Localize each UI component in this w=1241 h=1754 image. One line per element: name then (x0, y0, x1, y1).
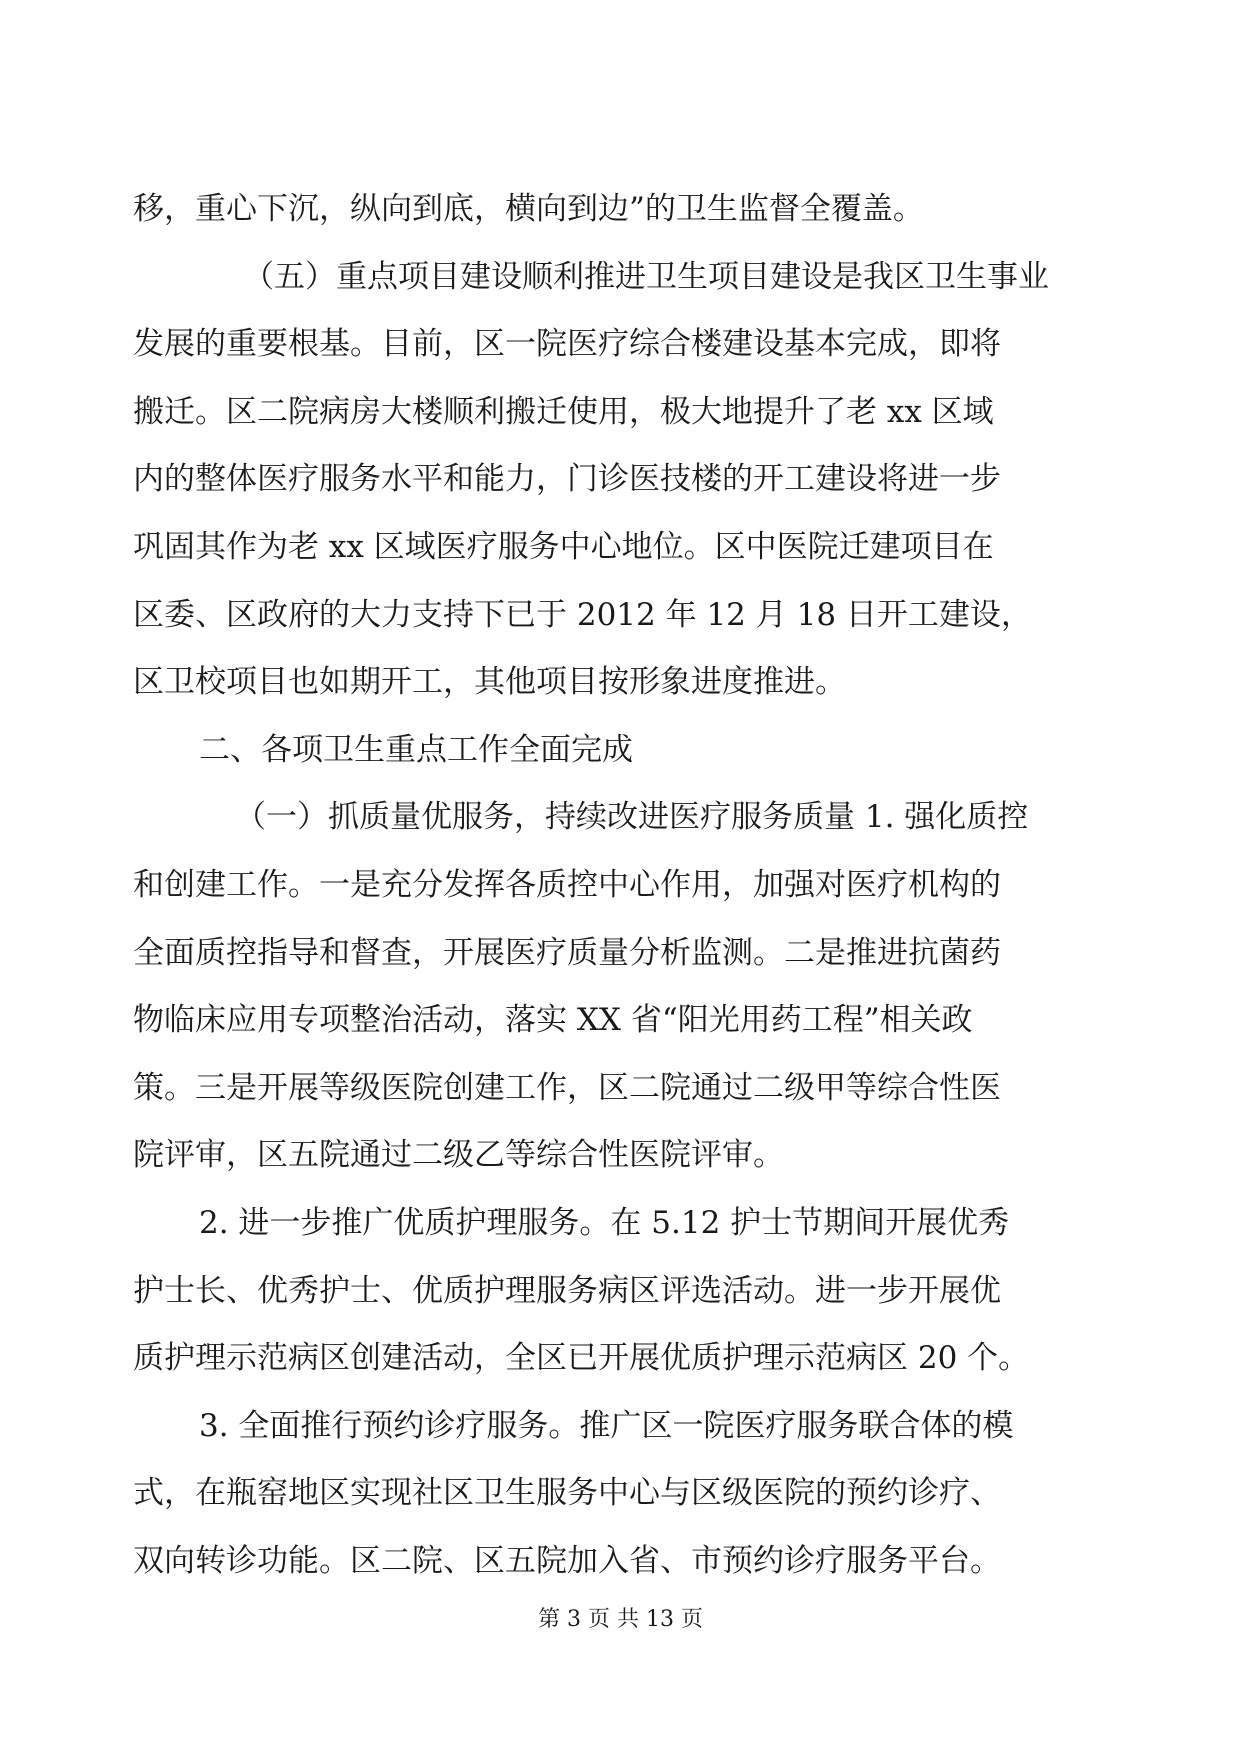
section-heading-line: （五）重点项目建设顺利推进卫生项目建设是我区卫生事业 (243, 258, 1049, 295)
text-line: 全面质控指导和督查，开展医疗质量分析监测。二是推进抗菌药 (133, 934, 1001, 971)
paragraph-start-line: 2. 进一步推广优质护理服务。在 5.12 护士节期间开展优秀 (199, 1204, 1010, 1241)
text-line: 式，在瓶窑地区实现社区卫生服务中心与区级医院的预约诊疗、 (133, 1475, 1001, 1512)
text-line: 区委、区政府的大力支持下已于 2012 年 12 月 18 日开工建设， (133, 596, 1032, 633)
page-number-footer: 第 3 页 共 13 页 (538, 1607, 703, 1632)
text-line: 移，重心下沉，纵向到底，横向到边”的卫生监督全覆盖。 (133, 191, 924, 227)
paragraph-start-line: 3. 全面推行预约诊疗服务。推广区一院医疗服务联合体的模 (199, 1407, 1014, 1444)
text-line: 和创建工作。一是充分发挥各质控中心作用，加强对医疗机构的 (133, 866, 1001, 903)
section-heading: 二、各项卫生重点工作全面完成 (199, 731, 633, 768)
text-line: 物临床应用专项整治活动，落实 XX 省“阳光用药工程”相关政 (133, 1002, 973, 1039)
text-line: 区卫校项目也如期开工，其他项目按形象进度推进。 (133, 664, 846, 701)
text-line: 护士长、优秀护士、优质护理服务病区评选活动。进一步开展优 (133, 1272, 1001, 1309)
text-line: 双向转诊功能。区二院、区五院加入省、市预约诊疗服务平台。 (133, 1542, 1001, 1579)
text-line: 巩固其作为老 xx 区域医疗服务中心地位。区中医院迁建项目在 (133, 528, 994, 565)
text-line: 策。三是开展等级医院创建工作，区二院通过二级甲等综合性医 (133, 1069, 1001, 1106)
text-line: 搬迁。区二院病房大楼顺利搬迁使用，极大地提升了老 xx 区域 (133, 393, 994, 430)
document-body (133, 176, 1108, 1595)
text-line: 发展的重要根基。目前，区一院医疗综合楼建设基本完成，即将 (133, 326, 1001, 363)
text-line: 院评审，区五院通过二级乙等综合性医院评审。 (133, 1137, 784, 1174)
text-line: 内的整体医疗服务水平和能力，门诊医技楼的开工建设将进一步 (133, 461, 1001, 498)
subsection-heading-line: （一）抓质量优服务，持续改进医疗服务质量 1. 强化质控 (235, 799, 1029, 836)
text-line: 质护理示范病区创建活动，全区已开展优质护理示范病区 20 个。 (133, 1340, 1030, 1377)
